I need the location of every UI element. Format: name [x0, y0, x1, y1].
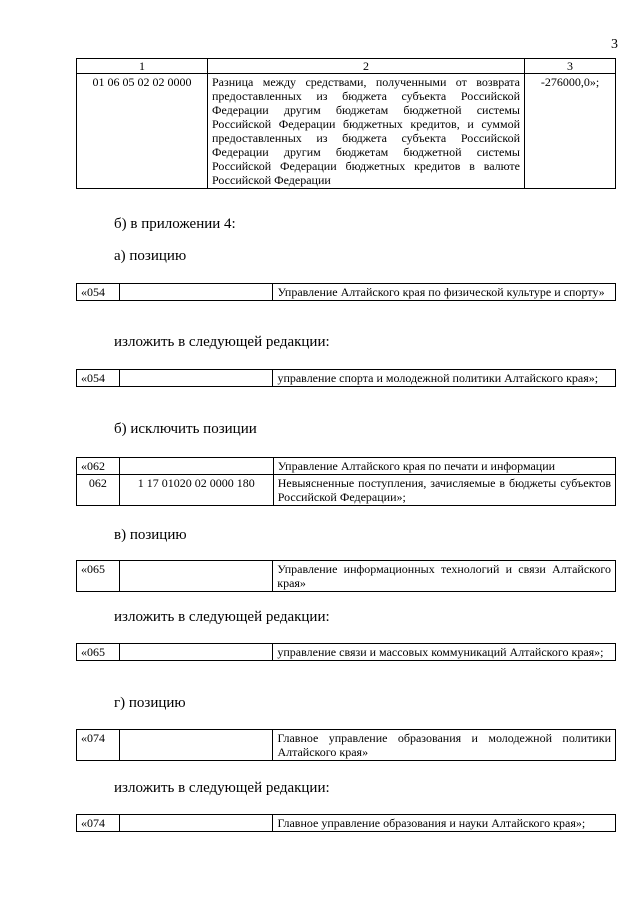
paragraph-position-a: а) позицию — [114, 248, 187, 264]
cell-code: «074 — [77, 730, 120, 761]
cell-name: Управление Алтайского края по физической культуре и спорту» — [273, 284, 616, 301]
cell-kbk — [119, 815, 273, 832]
table-065-new — [76, 643, 616, 661]
table-074-new — [76, 814, 616, 832]
paragraph-new-edition-2: изложить в следующей редакции: — [114, 609, 330, 625]
row-amount: -276000,0»; — [525, 74, 616, 189]
header-col-2: 2 — [208, 59, 525, 74]
row-name: Разница между средствами, полученными от возврата предоставленных из бюджета субъекта Российской Федерации другим бюджетам бюджетной системы Российской Федерации бюджетных кредитов, и суммой предоставленных из бюджета субъекта Российской Федерации другим бюджетам бюджетной системы Российской Федерации бюджетных кредитов в валюте Российской Федерации — [208, 74, 525, 189]
table-054-new — [76, 369, 616, 387]
cell-code: «065 — [77, 561, 120, 592]
cell-kbk — [119, 644, 273, 661]
table-row — [77, 458, 616, 475]
cell-kbk — [119, 284, 273, 301]
header-col-1: 1 — [77, 59, 208, 74]
table-074-old — [76, 729, 616, 761]
table-row — [77, 730, 616, 761]
cell-code: 062 — [77, 475, 120, 506]
cell-name: управление спорта и молодежной политики Алтайского края»; — [273, 370, 616, 387]
cell-name: Управление информационных технологий и связи Алтайского края» — [273, 561, 616, 592]
table-row — [77, 370, 616, 387]
table-054-old — [76, 283, 616, 301]
cell-code: «065 — [77, 644, 120, 661]
cell-name: Невыясненные поступления, зачисляемые в бюджеты субъектов Российской Федерации»; — [273, 475, 615, 506]
table-row — [77, 815, 616, 832]
cell-name: Управление Алтайского края по печати и информации — [273, 458, 615, 475]
paragraph-new-edition-3: изложить в следующей редакции: — [114, 780, 330, 796]
cell-kbk — [119, 730, 273, 761]
cell-kbk — [119, 458, 273, 475]
table-header-row — [77, 59, 616, 74]
table-row — [77, 74, 616, 189]
paragraph-position-g: г) позицию — [114, 695, 186, 711]
table-row — [77, 561, 616, 592]
cell-kbk — [119, 370, 273, 387]
paragraph-appendix-4: б) в приложении 4: — [114, 216, 236, 232]
page-number: 3 — [611, 37, 618, 52]
header-col-3: 3 — [525, 59, 616, 74]
top-table — [76, 58, 616, 189]
cell-code: «074 — [77, 815, 120, 832]
cell-kbk — [119, 561, 272, 592]
cell-name: Главное управление образования и науки Алтайского края»; — [273, 815, 616, 832]
table-row — [77, 644, 616, 661]
table-065-old — [76, 560, 616, 592]
cell-name: Главное управление образования и молодежной политики Алтайского края» — [273, 730, 616, 761]
cell-code: «054 — [77, 284, 120, 301]
paragraph-exclude-positions: б) исключить позиции — [114, 421, 257, 437]
cell-kbk: 1 17 01020 02 0000 180 — [119, 475, 273, 506]
table-row — [77, 475, 616, 506]
cell-code: «054 — [77, 370, 120, 387]
paragraph-new-edition-1: изложить в следующей редакции: — [114, 334, 330, 350]
cell-code: «062 — [77, 458, 120, 475]
paragraph-position-v: в) позицию — [114, 527, 187, 543]
cell-name: управление связи и массовых коммуникаций Алтайского края»; — [273, 644, 616, 661]
table-row — [77, 284, 616, 301]
row-code: 01 06 05 02 02 0000 — [77, 74, 208, 189]
table-062-excluded — [76, 457, 616, 506]
